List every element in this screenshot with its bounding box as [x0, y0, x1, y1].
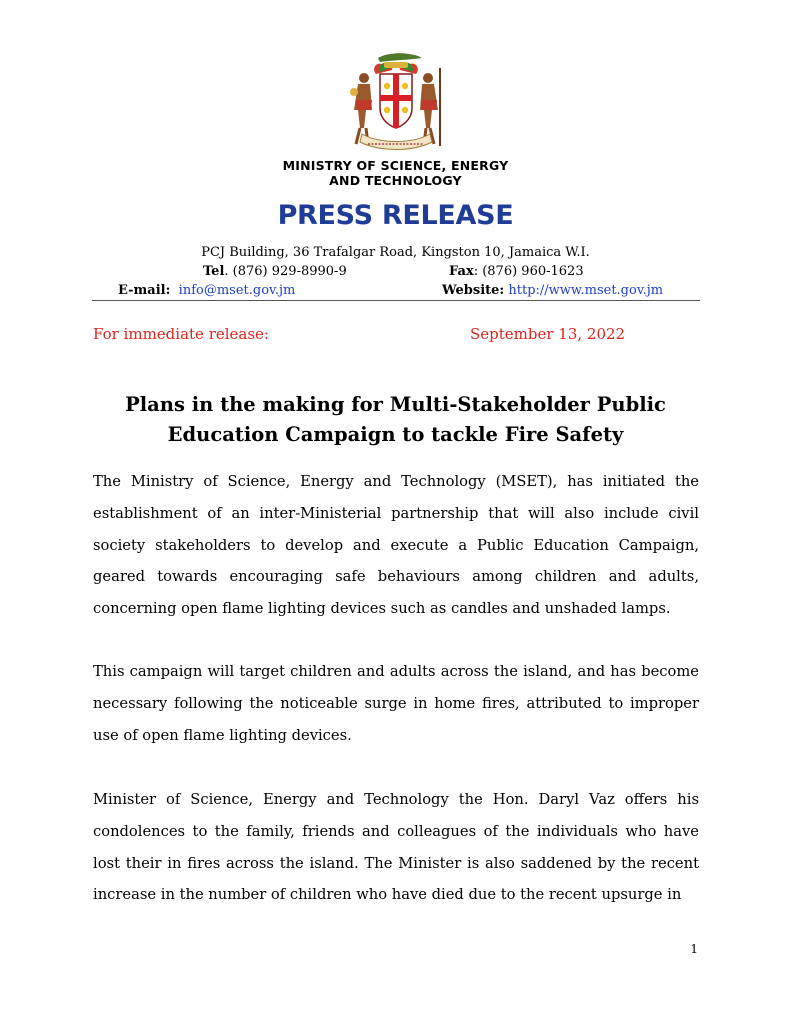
- telephone: [203, 264, 347, 280]
- email: [118, 283, 295, 299]
- fax-value: : (876) 960-1623: [473, 264, 584, 279]
- body-paragraph: Minister of Science, Energy and Technology the Hon. Daryl Vaz offers his condolences to the family, friends and colleagues of the individuals who have lost their in fires across the island. The Minister is also saddened by the recent increase in the number of children who have died due to the recent upsurge in: [93, 791, 699, 904]
- ministry-name-line2: AND TECHNOLOGY: [329, 173, 462, 188]
- release-date: September 13, 2022: [470, 325, 626, 343]
- headline-line2: Education Campaign to tackle Fire Safety: [167, 423, 624, 446]
- headline: [60, 390, 731, 450]
- fax-label: Fax: [449, 264, 474, 279]
- tel-label: Tel: [203, 264, 225, 279]
- address: PCJ Building, 36 Trafalgar Road, Kingston 10, Jamaica W.I.: [201, 245, 590, 260]
- website: [442, 283, 663, 299]
- headline-line1: Plans in the making for Multi-Stakeholder Public: [125, 393, 666, 416]
- website-link[interactable]: http://www.mset.gov.jm: [508, 283, 664, 298]
- tel-value: . (876) 929-8990-9: [224, 264, 347, 279]
- release-label: For immediate release:: [93, 325, 269, 343]
- email-link[interactable]: info@mset.gov.jm: [178, 283, 296, 298]
- page-number: 1: [690, 942, 698, 956]
- header-divider: [92, 300, 700, 301]
- fax: [449, 264, 584, 280]
- body-paragraph: This campaign will target children and adults across the island, and has become necessary following the noticeable surge in home fires, attributed to improper use of open flame lighting devices.: [93, 663, 699, 744]
- email-label: E-mail:: [118, 283, 171, 298]
- website-label: Website:: [442, 283, 505, 298]
- body-paragraph: The Ministry of Science, Energy and Technology (MSET), has initiated the establishment of an inter-Ministerial partnership that will also include civil society stakeholders to develop and execute a Public Education Campaign, geared towards encouraging safe behaviours among children and adults, concerning open flame lighting devices such as candles and unshaded lamps.: [93, 473, 699, 618]
- press-release-title: PRESS RELEASE: [277, 200, 514, 231]
- coat-of-arms-logo: [340, 48, 452, 154]
- ministry-name-line1: MINISTRY OF SCIENCE, ENERGY: [282, 158, 509, 173]
